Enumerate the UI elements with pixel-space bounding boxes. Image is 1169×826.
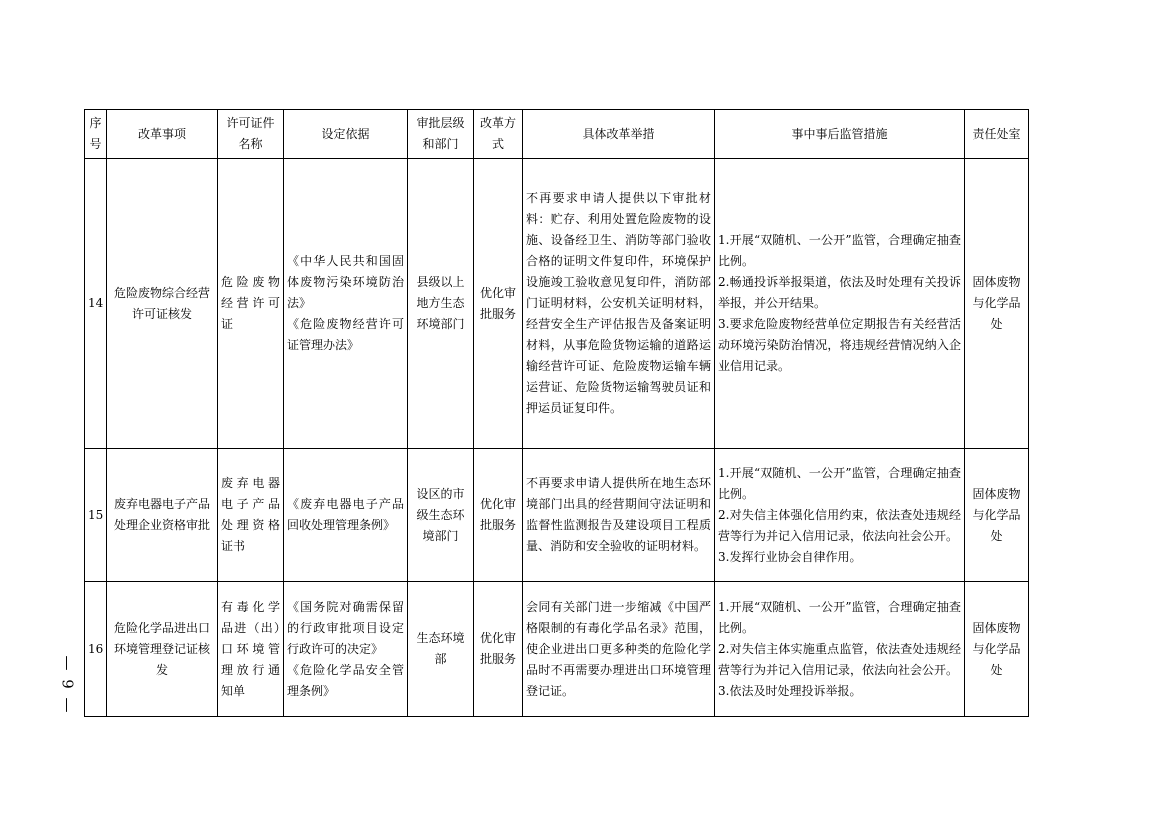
cell-supervision	[715, 159, 965, 449]
cell-supervision	[715, 582, 965, 717]
header-mode: 改革方式	[474, 110, 523, 159]
supervision-line: 3.发挥行业协会自律作用。	[718, 549, 862, 564]
cell-seq: 15	[85, 449, 107, 582]
cell-measures: 不再要求申请人提供所在地生态环境部门出具的经营期间守法证明和监督性监测报告及建设项目工程质量、消防和安全验收的证明材料。	[523, 449, 715, 582]
header-office: 责任处室	[965, 110, 1029, 159]
cell-mode: 优化审批服务	[474, 449, 523, 582]
cell-mode: 优化审批服务	[474, 582, 523, 717]
supervision-line: 1.开展“双随机、一公开”监管，合理确定抽查比例。	[718, 599, 961, 635]
header-basis: 设定依据	[284, 110, 408, 159]
supervision-line: 3.依法及时处理投诉举报。	[718, 683, 862, 698]
page-number-text: — 9 —	[59, 655, 77, 715]
basis-line: 《中华人民共和国固体废物污染环境防治法》	[287, 254, 404, 310]
cell-item: 危险化学品进出口环境管理登记证核发	[107, 582, 218, 717]
cell-license: 有毒化学品进（出）口环境管理放行通知单	[218, 582, 284, 717]
header-measures: 具体改革举措	[523, 110, 715, 159]
cell-item: 危险废物综合经营许可证核发	[107, 159, 218, 449]
table-header-row	[85, 110, 1029, 159]
cell-license: 废弃电器电子产品处理资格证书	[218, 449, 284, 582]
header-item: 改革事项	[107, 110, 218, 159]
cell-measures: 会同有关部门进一步缩减《中国严格限制的有毒化学品名录》范围，使企业进出口更多种类的危险化学品时不再需要办理进出口环境管理登记证。	[523, 582, 715, 717]
cell-office: 固体废物与化学品处	[965, 582, 1029, 717]
basis-line: 《废弃电器电子产品回收处理管理条例》	[287, 497, 404, 532]
supervision-line: 2.对失信主体实施重点监管，依法查处违规经营等行为并记入信用记录，依法向社会公开。	[718, 641, 961, 677]
cell-supervision	[715, 449, 965, 582]
table-row	[85, 582, 1029, 717]
basis-line: 《国务院对确需保留的行政审批项目设定行政许可的决定》	[287, 599, 404, 656]
header-supervision: 事中事后监管措施	[715, 110, 965, 159]
cell-item: 废弃电器电子产品处理企业资格审批	[107, 449, 218, 582]
cell-seq: 16	[85, 582, 107, 717]
cell-seq: 14	[85, 159, 107, 449]
supervision-line: 1.开展“双随机、一公开”监管，合理确定抽查比例。	[718, 465, 961, 501]
cell-level: 生态环境部	[408, 582, 474, 717]
cell-level: 县级以上地方生态环境部门	[408, 159, 474, 449]
header-seq: 序号	[85, 110, 107, 159]
basis-line: 《危险废物经营许可证管理办法》	[287, 317, 404, 352]
supervision-line: 2.对失信主体强化信用约束，依法查处违规经营等行为并记入信用记录，依法向社会公开。	[718, 507, 961, 543]
basis-line: 《危险化学品安全管理条例》	[287, 662, 404, 698]
supervision-line: 1.开展“双随机、一公开”监管，合理确定抽查比例。	[718, 233, 961, 268]
cell-basis	[284, 582, 408, 717]
header-level: 审批层级和部门	[408, 110, 474, 159]
cell-measures: 不再要求申请人提供以下审批材料：贮存、利用处置危险废物的设施、设备经卫生、消防等部门验收合格的证明文件复印件，环境保护设施竣工验收意见复印件，消防部门证明材料，公安机关证明材料，经营安全生产评估报告及备案证明材料，从事危险货物运输的道路运输经营许可证、危险废物运输车辆运营证、危险货物运输驾驶员证和押运员证复印件。	[523, 159, 715, 449]
supervision-line: 3.要求危险废物经营单位定期报告有关经营活动环境污染防治情况，将违规经营情况纳入企业信用记录。	[718, 317, 961, 373]
supervision-line: 2.畅通投诉举报渠道，依法及时处理有关投诉举报，并公开结果。	[718, 275, 961, 310]
cell-office: 固体废物与化学品处	[965, 159, 1029, 449]
cell-office: 固体废物与化学品处	[965, 449, 1029, 582]
cell-basis	[284, 449, 408, 582]
cell-mode: 优化审批服务	[474, 159, 523, 449]
cell-basis	[284, 159, 408, 449]
page-number	[56, 650, 80, 720]
reform-table	[84, 109, 1029, 717]
header-license: 许可证件名称	[218, 110, 284, 159]
cell-level: 设区的市级生态环境部门	[408, 449, 474, 582]
table-row	[85, 159, 1029, 449]
table-row	[85, 449, 1029, 582]
cell-license: 危险废物经营许可证	[218, 159, 284, 449]
